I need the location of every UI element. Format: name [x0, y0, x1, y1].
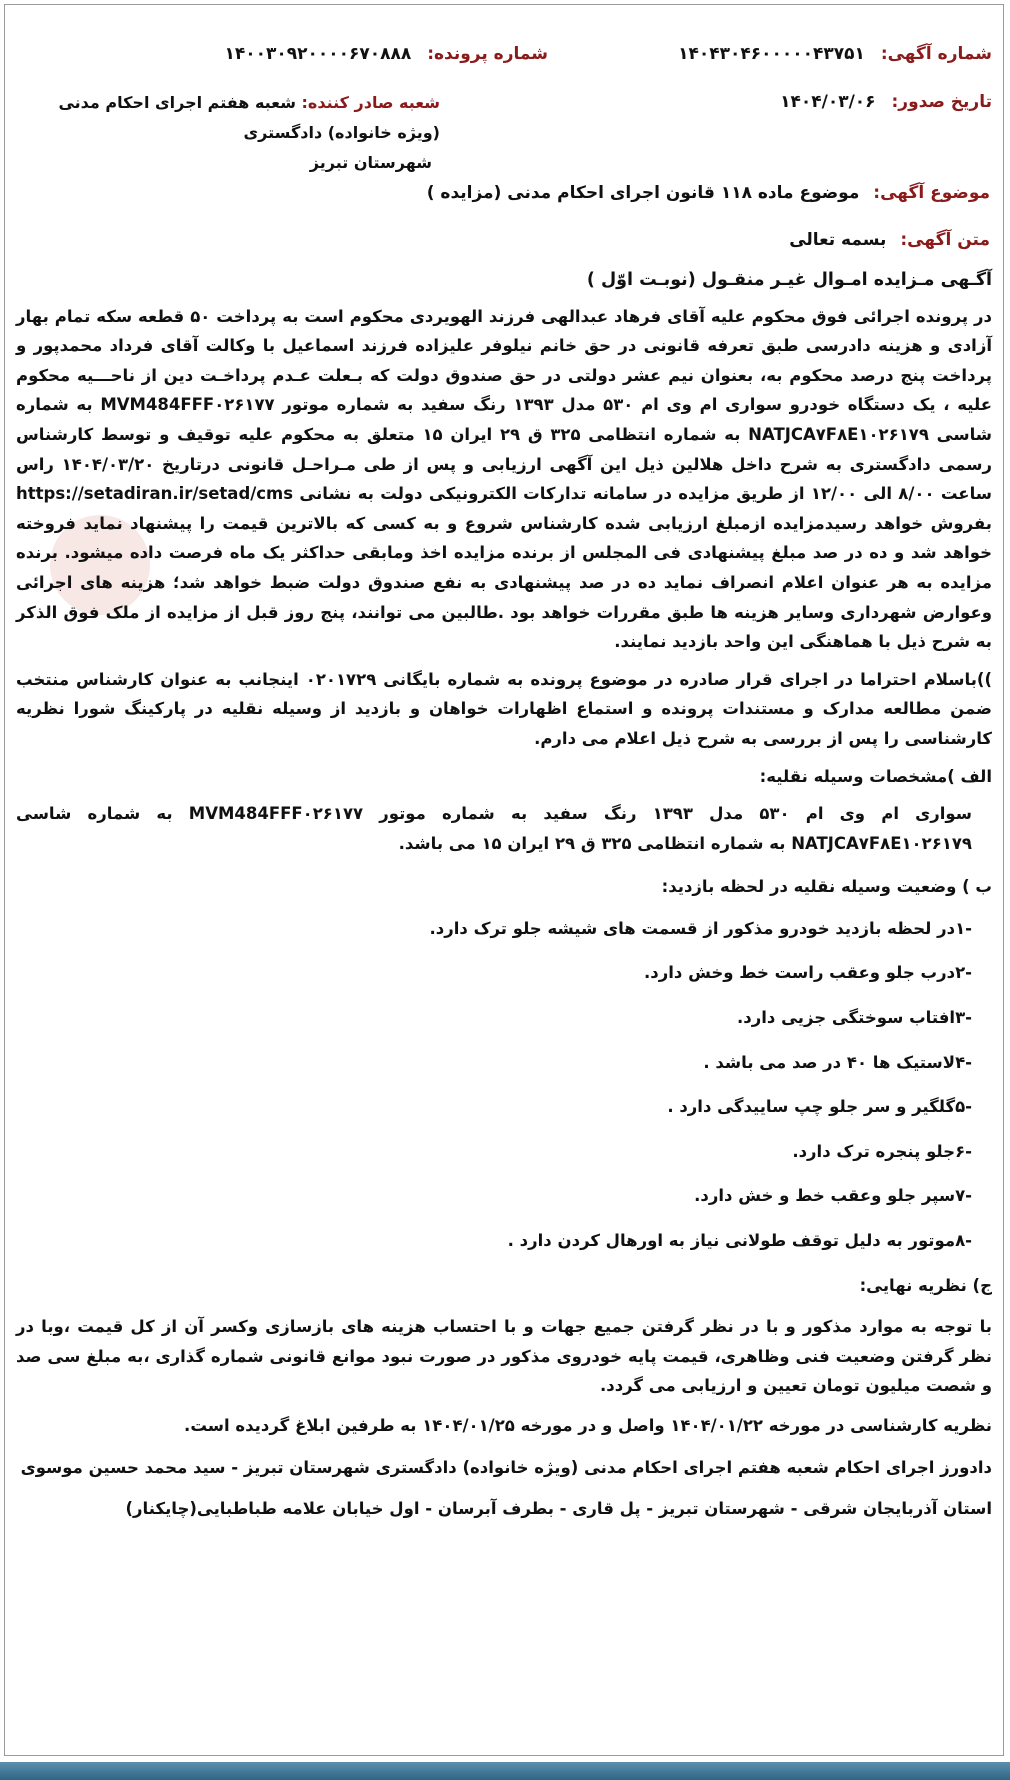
issuer-label: شعبه صادر کننده:: [301, 93, 440, 112]
ad-number-value: ۱۴۰۴۳۰۴۶۰۰۰۰۰۴۳۷۵۱: [678, 44, 865, 64]
issuer-line1: شعبه هفتم اجرای احکام مدنی (ویژه خانواده) دادگستری: [58, 93, 440, 142]
bottom-bar: [0, 1762, 1010, 1780]
condition-item: -۲درب جلو وعقب راست خط وخش دارد.: [643, 963, 972, 983]
case-number-row: [224, 44, 548, 64]
paragraph-expert: ))باسلام احتراما در اجرای قرار صادره در موضوع پرونده به شماره بایگانی ۰۲۰۱۷۲۹ اینجانب به عنوان کارشناس منتخب ضمن مطالعه مدارک و مستندات پرونده و استماع اظهارات خواهان و بازدید از وسیله نقلیه در پارکینگ شورا نظریه کارشناسی را پس از بررسی به شرح ذیل اعلام می دارم.: [16, 669, 992, 748]
case-number-label: شماره پرونده:: [427, 44, 548, 64]
condition-item: -۶جلو پنجره ترک دارد.: [792, 1141, 972, 1161]
section-b-title: ب ) وضعیت وسیله نقلیه در لحظه بازدید:: [661, 877, 992, 897]
subject-row: [427, 183, 990, 203]
subject-label: موضوع آگهی:: [873, 183, 990, 203]
ad-number-label: شماره آگهی:: [880, 44, 992, 64]
section-a-title: الف )مشخصات وسیله نقلیه:: [759, 766, 992, 786]
issue-date-label: تاریخ صدور:: [891, 92, 992, 112]
notice-title: آگـهی مـزایده امـوال غیـر منقـول (نوبـت اوّل ): [586, 270, 992, 290]
address-line: استان آذربایجان شرقی - شهرستان تبریز - پل قاری - بطرف آبرسان - اول خیابان علامه طباطبایی(چایکنار): [125, 1499, 992, 1519]
condition-item: -۷سپر جلو وعقب خط و خش دارد.: [694, 1186, 972, 1206]
section-c-text: با توجه به موارد مذکور و با در نظر گرفتن جمیع جهات و با احتساب هزینه های بازسازی وکسر آن از کل قیمت ،وبا در نظر گرفتن وضعیت فنی وظاهری، قیمت پایه خودروی مذکور در صورت نبود موانع قانونی شماره گذاری ،به مبلغ سی صد و شصت میلیون تومان تعیین و ارزیابی می گردد.: [16, 1317, 992, 1396]
text-intro-row: [789, 230, 990, 250]
case-number-value: ۱۴۰۰۳۰۹۲۰۰۰۰۶۷۰۸۸۸: [224, 44, 412, 64]
condition-item: -۵گلگیر و سر جلو چپ ساییدگی دارد .: [667, 1097, 972, 1117]
text-intro-value: بسمه تعالی: [789, 230, 887, 250]
signature-line: دادورز اجرای احکام شعبه هفتم اجرای احکام مدنی (ویژه خانواده) دادگستری شهرستان تبریز - سید محمد حسین موسوی: [20, 1457, 992, 1477]
ad-number-row: [678, 44, 992, 64]
paragraph-auction: در پرونده اجرائی فوق محکوم علیه آقای فرهاد عبدالهی فرزند الهویردی محکوم است به پرداخت ۵۰ قطعه سکه تمام بهار آزادی و هزینه دادرسی طبق تعرفه قانونی در حق خانم نیلوفر علیزاده فرزند اسماعیل با وکالت آقای فرداد محمدپور و پرداخت پنج درصد محکوم به، بعنوان نیم عشر دولتی در حق صندوق دولت که بـعلت عـدم پرداخـت دین از ناحـــیه محکوم علیه ، یک دستگاه خودرو سواری ام وی ام ۵۳۰ مدل ۱۳۹۳ رنگ سفید به شماره موتور MVM484FFF۰۲۶۱۷۷ به شماره شاسی NATJCA۷F۸E۱۰۲۶۱۷۹ به شماره انتظامی ۳۲۵ ق ۲۹ ایران ۱۵ متعلق به محکوم علیه توقیف و توسط کارشناس رسمی دادگستری به شرح داخل هلالین ذیل این آگهی ارزیابی و پس از طی مـراحـل قانونی درتاریخ ۱۴۰۴/۰۳/۲۰ راس ساعت ۸/۰۰ الی ۱۲/۰۰ از طریق مزایده در سامانه تدارکات الکترونیکی دولت به نشانی https://setadiran.ir/setad/cms بفروش خواهد رسیدمزایده ازمبلغ ارزیابی شده کارشناس شروع و به کسی که بالاترین قیمت را پیشنهاد نماید فروخته خواهد شد و ده در صد مبلغ پیشنهادی فی المجلس از برنده مزایده اخذ ومابقی حداکثر یک ماه فرصت داده میشود. برنده مزایده به هر عنوان اعلام انصراف نماید ده در صد پیشنهادی به نفع صندوق دولت ضبط خواهد شد؛ هزینه های اجرائی وعوارض شهرداری وسایر هزینه ها طبق مقررات خواهد بود .طالبین می توانند، پنج روز قبل از مزایده از ملک فوق الذکر به شرح ذیل با هماهنگی این واحد بازدید نمایند.: [16, 306, 992, 652]
condition-item: -۸موتور به دلیل توقف طولانی نیاز به اورهال کردن دارد .: [507, 1231, 972, 1251]
condition-item: -۳افتاب سوختگی جزیی دارد.: [736, 1008, 972, 1028]
issue-date-row: [780, 92, 992, 112]
section-a-text: سواری ام وی ام ۵۳۰ مدل ۱۳۹۳ رنگ سفید به شماره موتور MVM484FFF۰۲۶۱۷۷ به شماره شاسی NATJCA۷F۸E۱۰۲۶۱۷۹ به شماره انتظامی ۳۲۵ ق ۲۹ ایران ۱۵ می باشد.: [16, 804, 973, 853]
condition-item: -۴لاستیک ها ۴۰ در صد می باشد .: [703, 1052, 972, 1072]
condition-item: -۱در لحظه بازدید خودرو مذکور از قسمت های شیشه جلو ترک دارد.: [429, 918, 972, 938]
subject-value: موضوع ماده ۱۱۸ قانون اجرای احکام مدنی (مزایده ): [426, 183, 860, 203]
notice-line: نظریه کارشناسی در مورخه ۱۴۰۴/۰۱/۲۲ واصل و در مورخه ۱۴۰۴/۰۱/۲۵ به طرفین ابلاغ گردیده است.: [184, 1416, 992, 1435]
issuer-line2: شهرستان تبریز: [309, 153, 432, 172]
section-c-title: ج) نظریه نهایی:: [859, 1275, 992, 1295]
notice-body: [16, 266, 992, 1532]
text-intro-label: متن آگهی:: [900, 230, 990, 250]
issuer-block: [40, 88, 440, 178]
issue-date-value: ۱۴۰۴/۰۳/۰۶: [780, 92, 876, 112]
